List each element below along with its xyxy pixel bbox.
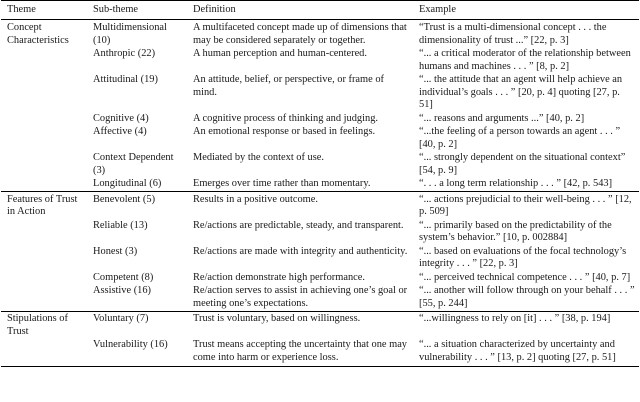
definition-cell: Re/actions are made with integrity and authenticity. bbox=[193, 245, 408, 257]
sub-theme-cell: Anthropic (22) bbox=[93, 48, 156, 60]
table-row bbox=[1, 152, 639, 178]
example-cell: “... a situation characterized by uncertainty and vulnerability . . . ” [13, p. 2] quoting [27, p. 51] bbox=[419, 339, 616, 363]
definition-cell: Re/actions are predictable, steady, and transparent. bbox=[193, 219, 404, 231]
example-cell: “...the feeling of a person towards an agent . . . ” [40, p. 2] bbox=[419, 126, 621, 150]
example-cell: “... perceived technical competence . . . ” [40, p. 7] bbox=[419, 271, 631, 283]
sub-theme-cell: Longitudinal (6) bbox=[93, 178, 162, 190]
sub-theme-cell: Reliable (13) bbox=[93, 219, 148, 231]
table-row bbox=[1, 20, 639, 48]
theme-cell: Stipulations of Trust bbox=[1, 311, 87, 338]
theme-cell bbox=[1, 74, 87, 112]
example-cell: “... primarily based on the predictability of the system’s behavior.” [10, p. 002884] bbox=[419, 219, 612, 244]
definition-cell: Emerges over time rather than momentary. bbox=[193, 178, 371, 190]
sub-theme-cell: Benevolent (5) bbox=[87, 192, 187, 219]
sub-theme-cell: Affective (4) bbox=[93, 126, 147, 138]
definition-cell: Trust is voluntary, based on willingness. bbox=[187, 311, 413, 338]
sub-theme-cell: Cognitive (4) bbox=[93, 112, 149, 124]
table-row bbox=[1, 245, 639, 271]
example-cell: “... actions prejudicial to their well-being . . . ” [12, p. 509] bbox=[413, 192, 639, 219]
definition-cell: An emotional response or based in feelings. bbox=[193, 126, 376, 138]
definition-cell: Re/action serves to assist in achieving one’s goal or meeting one’s expectations. bbox=[193, 285, 408, 309]
table-row bbox=[1, 178, 639, 192]
theme-cell bbox=[1, 126, 87, 152]
table-row bbox=[1, 311, 639, 338]
definition-cell: A human perception and human-centered. bbox=[193, 48, 367, 60]
table-row bbox=[1, 112, 639, 126]
definition-cell: A cognitive process of thinking and judging. bbox=[193, 112, 378, 124]
table-row bbox=[1, 285, 639, 312]
table-row bbox=[1, 339, 639, 367]
table-row bbox=[1, 126, 639, 152]
definition-cell: A multifaceted concept made up of dimensions that may be considered separately or together. bbox=[193, 22, 407, 46]
table-row bbox=[1, 74, 639, 112]
example-cell: “... based on evaluations of the focal technology’s integrity . . . ” [22, p. 3] bbox=[419, 245, 627, 270]
definition-cell: Mediated by the context of use. bbox=[193, 152, 324, 164]
example-cell: “...willingness to rely on [it] . . . ” [38, p. 194] bbox=[413, 311, 639, 338]
example-cell: “... strongly dependent on the situational context” [54, p. 9] bbox=[419, 152, 626, 176]
theme-cell bbox=[1, 112, 87, 126]
theme-cell bbox=[1, 245, 87, 271]
definition-cell: Trust means accepting the uncertainty that one may come into harm or experience loss. bbox=[193, 339, 408, 363]
header-definition: Definition bbox=[193, 4, 236, 15]
theme-cell bbox=[1, 219, 87, 245]
theme-cell: Features of Trust in Action bbox=[1, 192, 87, 219]
theme-cell bbox=[1, 152, 87, 178]
theme-cell bbox=[1, 339, 87, 367]
trust-themes-table bbox=[1, 0, 639, 367]
header-example: Example bbox=[419, 4, 456, 15]
sub-theme-cell: Voluntary (7) bbox=[87, 311, 187, 338]
sub-theme-cell: Context Dependent (3) bbox=[93, 152, 174, 176]
example-cell: “... reasons and arguments ...” [40, p. 2] bbox=[419, 112, 585, 124]
header-row bbox=[1, 1, 639, 20]
example-cell: “... another will follow through on your behalf . . . ” [55, p. 244] bbox=[419, 285, 635, 309]
table-row bbox=[1, 192, 639, 219]
example-cell: “. . . a long term relationship . . . ” [42, p. 543] bbox=[419, 178, 613, 190]
example-cell: “Trust is a multi-dimensional concept . . . the dimensionality of trust ...” [22, p. 3] bbox=[419, 22, 607, 46]
sub-theme-cell: Honest (3) bbox=[93, 245, 138, 257]
theme-cell bbox=[1, 271, 87, 285]
table-row bbox=[1, 48, 639, 74]
example-cell: “... the attitude that an agent will help achieve an individual’s goals . . . ” [20, p. 4] quoting [27, p. 51] bbox=[419, 74, 623, 111]
theme-cell bbox=[1, 178, 87, 192]
theme-cell bbox=[1, 48, 87, 74]
theme-cell: Concept Characteristics bbox=[7, 22, 69, 46]
sub-theme-cell: Multidimensional (10) bbox=[93, 22, 167, 46]
table-row bbox=[1, 271, 639, 285]
definition-cell: An attitude, belief, or perspective, or frame of mind. bbox=[193, 74, 384, 98]
definition-cell: Results in a positive outcome. bbox=[187, 192, 413, 219]
sub-theme-cell: Attitudinal (19) bbox=[93, 74, 158, 86]
header-sub-theme: Sub-theme bbox=[93, 4, 139, 15]
theme-cell bbox=[1, 285, 87, 312]
definition-cell: Re/action demonstrate high performance. bbox=[193, 271, 365, 283]
sub-theme-cell: Vulnerability (16) bbox=[93, 339, 168, 351]
example-cell: “... a critical moderator of the relationship between humans and machines . . . ” [8, p. 2] bbox=[419, 48, 631, 72]
header-theme: Theme bbox=[7, 4, 36, 15]
sub-theme-cell: Competent (8) bbox=[93, 271, 154, 283]
sub-theme-cell: Assistive (16) bbox=[93, 285, 152, 297]
table-row bbox=[1, 219, 639, 245]
